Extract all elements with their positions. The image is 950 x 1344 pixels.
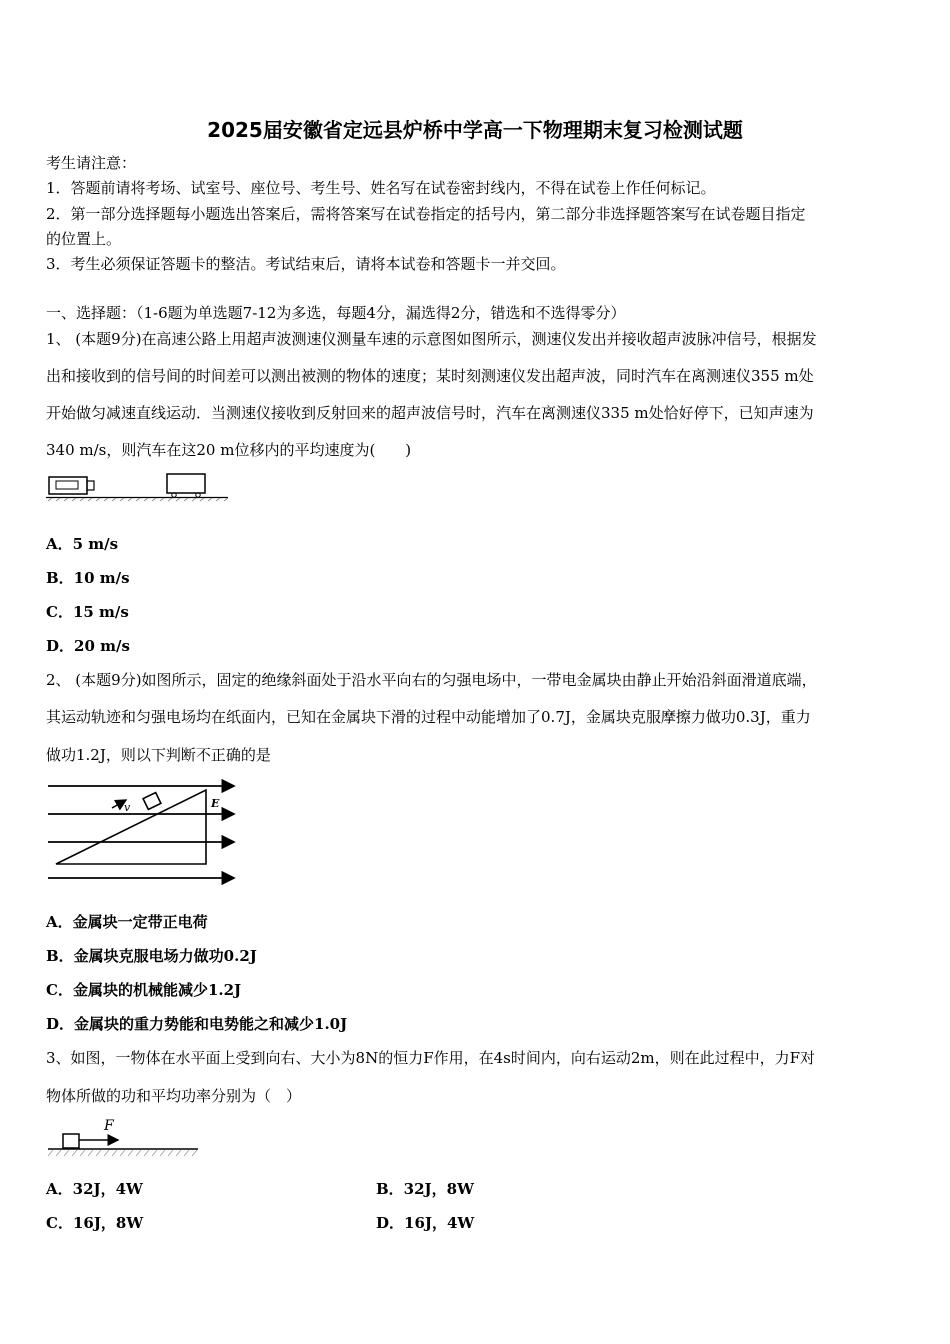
option-a: A．金属块一定带正电荷: [46, 913, 208, 931]
force-label: F: [104, 1118, 114, 1134]
question-1-line: 1、 (本题9分)在高速公路上用超声波测速仪测量车速的示意图如图所示，测速仪发出并接收超声波脉冲信号，根据发: [46, 330, 817, 348]
question-1-line: 开始做匀减速直线运动．当测速仪接收到反射回来的超声波信号时，汽车在离测速仪335 m处恰好停下，已知声速为: [46, 404, 814, 422]
question-1-line: 340 m/s，则汽车在这20 m位移内的平均速度为( ): [46, 441, 412, 459]
page-title: 2025届安徽省定远县炉桥中学高一下物理期末复习检测试题: [207, 118, 743, 142]
option-b: B．金属块克服电场力做功0.2J: [46, 947, 257, 965]
option-b: B．10 m/s: [46, 569, 130, 587]
option-a: A．32J，4W: [46, 1180, 143, 1198]
field-label: E: [211, 797, 220, 810]
question-3-line: 3、如图，一物体在水平面上受到向右、大小为8N的恒力F作用，在4s时间内，向右运动2m，则在此过程中，力F对: [46, 1049, 816, 1067]
speed-gun-figure: [46, 470, 231, 502]
option-c: C．16J，8W: [46, 1214, 144, 1232]
force-block-figure: [46, 1114, 202, 1158]
section-heading: 一、选择题：（1-6题为单选题7-12为多选，每题4分，漏选得2分，错选和不选得零分）: [46, 304, 626, 322]
notice-item: 3．考生必须保证答题卡的整洁。考试结束后，请将本试卷和答题卡一并交回。: [46, 255, 566, 273]
option-d: D．20 m/s: [46, 637, 130, 655]
notice-item: 2．第一部分选择题每小题选出答案后，需将答案写在试卷指定的括号内，第二部分非选择题答案写在试卷题目指定: [46, 205, 806, 223]
option-d: D．16J，4W: [376, 1214, 475, 1232]
option-c: C．金属块的机械能减少1.2J: [46, 981, 242, 999]
question-2-line: 其运动轨迹和匀强电场均在纸面内，已知在金属块下滑的过程中动能增加了0.7J，金属块克服摩擦力做功0.3J，重力: [46, 708, 811, 726]
question-2-line: 做功1.2J，则以下判断不正确的是: [46, 746, 271, 764]
option-a: A．5 m/s: [46, 535, 119, 553]
velocity-label: v: [124, 801, 131, 814]
incline-field-figure: [46, 778, 242, 886]
notice-item: 的位置上。: [46, 230, 122, 248]
option-b: B．32J，8W: [376, 1180, 474, 1198]
option-d: D．金属块的重力势能和电势能之和减少1.0J: [46, 1015, 348, 1033]
notice-heading: 考生请注意：: [46, 154, 137, 172]
question-3-line: 物体所做的功和平均功率分别为（ ）: [46, 1087, 302, 1105]
question-1-line: 出和接收到的信号间的时间差可以测出被测的物体的速度；某时刻测速仪发出超声波，同时汽车在离测速仪355 m处: [46, 367, 814, 385]
question-2-line: 2、 (本题9分)如图所示，固定的绝缘斜面处于沿水平向右的匀强电场中，一带电金属块由静止开始沿斜面滑道底端，: [46, 671, 817, 689]
notice-item: 1．答题前请将考场、试室号、座位号、考生号、姓名写在试卷密封线内，不得在试卷上作任何标记。: [46, 179, 716, 197]
option-c: C．15 m/s: [46, 603, 129, 621]
